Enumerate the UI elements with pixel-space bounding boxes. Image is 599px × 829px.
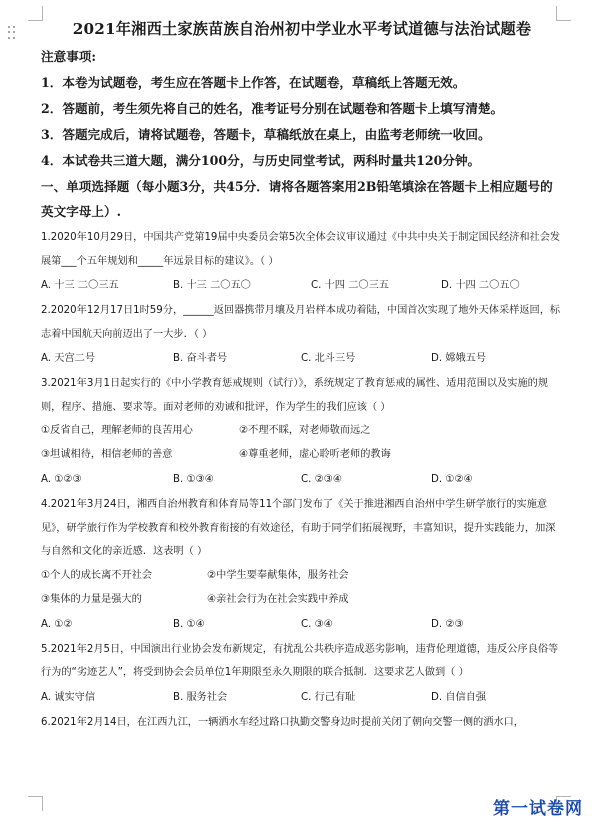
- option-row: [41, 346, 563, 372]
- notes-heading: 注意事项:: [41, 49, 97, 64]
- option-d: D. 嫦娥五号: [431, 353, 487, 364]
- question-stem: 5.2021年2月5日，中国演出行业协会发布新规定，有扰乱公共秩序造成恶劣影响，违背伦理道德，违反公序良俗等行为的“劣迹艺人”，将受到协会会员单位1年期限至永久期限的联合抵制．这要求艺人做到（ ）: [41, 643, 559, 678]
- question-stem: 2.2020年12月17日1时59分，______返回器携带月壤及月岩样本成功着陆，中国首次实现了地外天体采样返回，标志着中国航天向前迈出了一大步．（ ）: [41, 305, 561, 340]
- question-stem: 4.2021年3月24日，湘西自治州教育和体育局等11个部门发布了《关于推进湘西自治州中学生研学旅行的实施意见》，研学旅行作为学校教育和校外教育衔接的有效途径，有助于同学们拓展视野，丰富知识，提升实践能力，加深与自然和文化的亲近感．这表明（ ）: [41, 499, 556, 557]
- option-d: D. 十四 二〇五〇: [441, 280, 520, 291]
- option-a: A. 诚实守信: [41, 691, 96, 703]
- question-stem: 6.2021年2月14日，在江西九江，一辆洒水车经过路口执勤交警身边时提前关闭了朝向交警一侧的洒水口，: [41, 716, 524, 728]
- option-row: [41, 273, 563, 299]
- option-d: D. ②③: [431, 618, 464, 630]
- option-b: B. ①④: [173, 618, 205, 630]
- statement-row: [41, 588, 563, 612]
- drag-handle-icon[interactable]: [8, 26, 16, 40]
- option-b: B. ①③④: [173, 474, 214, 485]
- statement: ③坦诚相待，相信老师的善意: [41, 449, 173, 460]
- statement: ②不理不睬，对老师敬而远之: [239, 425, 371, 436]
- option-a: A. 天宫二号: [41, 353, 96, 364]
- note-item: 3．答题完成后，请将试题卷，答题卡，草稿纸放在桌上，由监考老师统一收回。: [41, 127, 491, 142]
- option-b: B. 十三 二〇五〇: [173, 280, 251, 291]
- statement-row: [41, 419, 563, 443]
- section-heading: 一、单项选择题（每小题3分，共45分．请将各题答案用2B铅笔填涂在答题卡上相应题号的英文字母上）.: [41, 179, 553, 219]
- option-row: [41, 685, 563, 711]
- option-a: A. 十三 二〇三五: [41, 280, 119, 291]
- site-watermark: 第一试卷网: [493, 799, 583, 819]
- statement: ③集体的力量是强大的: [41, 593, 142, 605]
- option-row: [41, 467, 563, 493]
- page-title: 2021年湘西土家族苗族自治州初中学业水平考试道德与法治试题卷: [72, 20, 532, 38]
- question-stem: 3.2021年3月1日起实行的《中小学教育惩戒规则（试行）》，系统规定了教育惩戒的属性、适用范围以及实施的规则，程序、措施、要求等。面对老师的劝诫和批评，作为学生的我们应该（ ）: [41, 378, 549, 413]
- question-stem: 1.2020年10月29日，中国共产党第19届中央委员会第5次全体会议审议通过《中共中央关于制定国民经济和社会发展第___个五年规划和_____年远景目标的建议》。（ ）: [41, 232, 561, 267]
- option-c: C. ③④: [301, 618, 333, 630]
- note-item: 1．本卷为试题卷，考生应在答题卡上作答，在试题卷，草稿纸上答题无效。: [41, 75, 466, 90]
- statement: ①个人的成长离不开社会: [41, 569, 153, 581]
- statement: ④尊重老师，虚心聆听老师的教诲: [239, 449, 391, 460]
- option-a: A. ①②③: [41, 474, 82, 485]
- option-a: A. ①②: [41, 618, 73, 630]
- option-c: C. 北斗三号: [301, 353, 356, 364]
- statement: ①反省自己，理解老师的良苦用心: [41, 425, 193, 436]
- option-c: C. 行己有耻: [301, 691, 356, 703]
- option-d: D. ①②④: [431, 474, 473, 485]
- option-d: D. 自信自强: [431, 691, 487, 703]
- statement: ②中学生要奉献集体，服务社会: [207, 569, 349, 581]
- note-item: 2．答题前，考生须先将自己的姓名，准考证号分别在试题卷和答题卡上填写清楚。: [41, 101, 504, 116]
- option-row: [41, 612, 563, 638]
- option-b: B. 服务社会: [173, 691, 228, 703]
- option-b: B. 奋斗者号: [173, 353, 228, 364]
- note-item: 4．本试卷共三道大题，满分100分，与历史同堂考试，两科时量共120分钟。: [41, 153, 481, 168]
- page-corner-mark: [28, 796, 43, 811]
- statement-row: [41, 564, 563, 588]
- statement: ④亲社会行为在社会实践中养成: [207, 593, 349, 605]
- option-c: C. 十四 二〇三五: [311, 280, 389, 291]
- option-c: C. ②③④: [301, 474, 342, 485]
- document-body: [41, 16, 563, 734]
- statement-row: [41, 443, 563, 467]
